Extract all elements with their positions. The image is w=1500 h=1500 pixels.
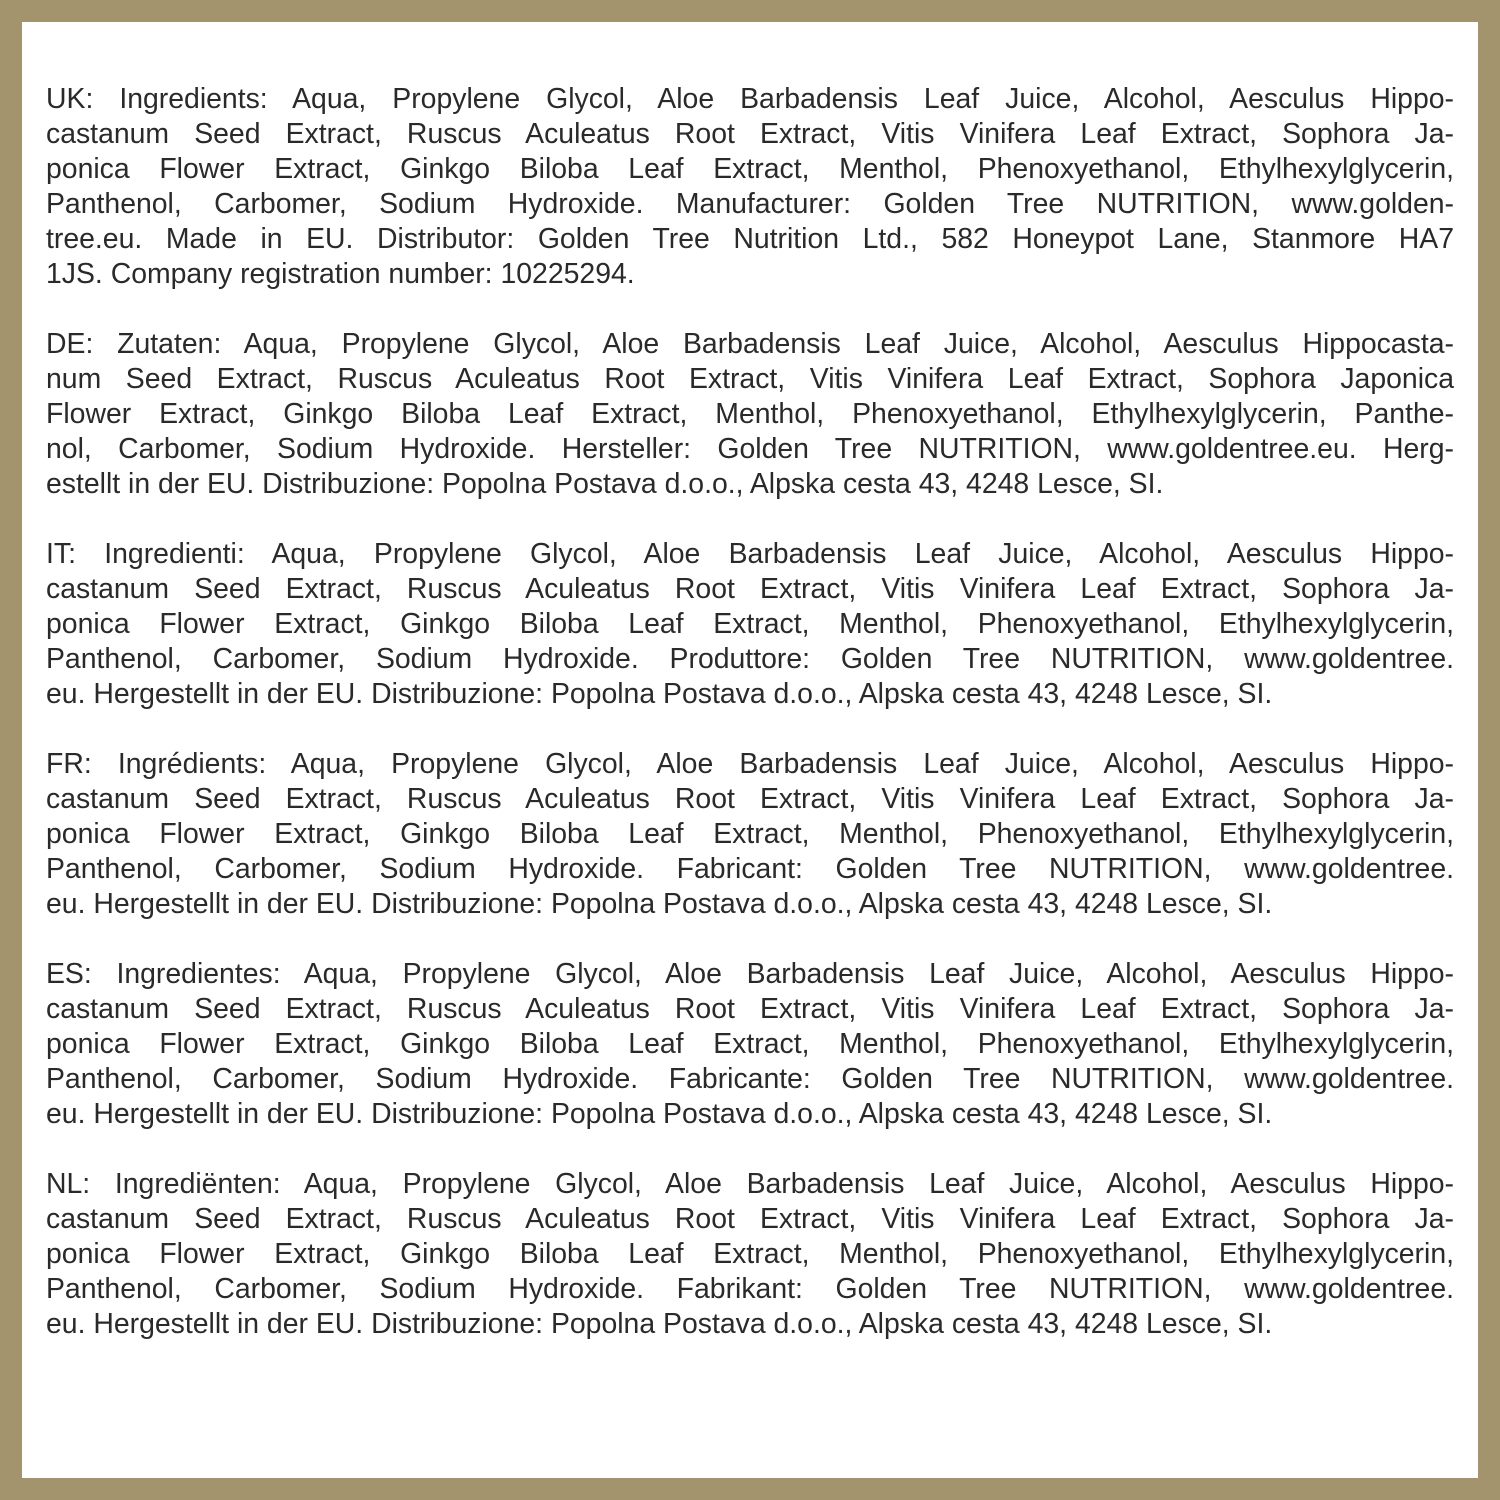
section-de-line: nol, Carbomer, Sodium Hydroxide. Hersteller: Golden Tree NUTRITION, www.goldentree.eu. Herg- <box>46 433 1454 465</box>
section-uk-line: castanum Seed Extract, Ruscus Aculeatus Root Extract, Vitis Vinifera Leaf Extract, Sophora Ja- <box>46 118 1454 150</box>
section-it-line: ponica Flower Extract, Ginkgo Biloba Leaf Extract, Menthol, Phenoxyethanol, Ethylhexylglycerin, <box>46 608 1454 640</box>
section-es-line: eu. Hergestellt in der EU. Distribuzione: Popolna Postava d.o.o., Alpska cesta 43, 4248 Lesce, SI. <box>46 1098 1273 1130</box>
section-uk <box>46 82 1454 292</box>
label-page <box>22 22 1478 1478</box>
section-de-line: num Seed Extract, Ruscus Aculeatus Root Extract, Vitis Vinifera Leaf Extract, Sophora Japonica <box>46 363 1454 395</box>
section-fr-line: castanum Seed Extract, Ruscus Aculeatus Root Extract, Vitis Vinifera Leaf Extract, Sophora Ja- <box>46 783 1454 815</box>
section-nl <box>46 1167 1454 1342</box>
section-uk-line: tree.eu. Made in EU. Distributor: Golden Tree Nutrition Ltd., 582 Honeypot Lane, Stanmore HA7 <box>46 223 1454 255</box>
section-nl-line: castanum Seed Extract, Ruscus Aculeatus Root Extract, Vitis Vinifera Leaf Extract, Sophora Ja- <box>46 1203 1454 1235</box>
section-es-line: Panthenol, Carbomer, Sodium Hydroxide. Fabricante: Golden Tree NUTRITION, www.goldentree. <box>46 1063 1454 1095</box>
section-de-line: estellt in der EU. Distribuzione: Popolna Postava d.o.o., Alpska cesta 43, 4248 Lesce, SI. <box>46 468 1164 500</box>
section-es-line: ES: Ingredientes: Aqua, Propylene Glycol, Aloe Barbadensis Leaf Juice, Alcohol, Aesculus Hippo- <box>46 958 1454 990</box>
section-nl-line: Panthenol, Carbomer, Sodium Hydroxide. Fabrikant: Golden Tree NUTRITION, www.goldentree. <box>46 1273 1454 1305</box>
section-it-line: Panthenol, Carbomer, Sodium Hydroxide. Produttore: Golden Tree NUTRITION, www.goldentree. <box>46 643 1454 675</box>
section-uk-line: UK: Ingredients: Aqua, Propylene Glycol, Aloe Barbadensis Leaf Juice, Alcohol, Aesculus Hippo- <box>46 83 1454 115</box>
section-nl-line: NL: Ingrediënten: Aqua, Propylene Glycol, Aloe Barbadensis Leaf Juice, Alcohol, Aesculus Hippo- <box>46 1168 1454 1200</box>
section-de <box>46 327 1454 502</box>
section-it <box>46 537 1454 712</box>
section-de-line: DE: Zutaten: Aqua, Propylene Glycol, Aloe Barbadensis Leaf Juice, Alcohol, Aesculus Hippocasta- <box>46 328 1454 360</box>
section-es-line: ponica Flower Extract, Ginkgo Biloba Leaf Extract, Menthol, Phenoxyethanol, Ethylhexylglycerin, <box>46 1028 1454 1060</box>
section-fr-line: ponica Flower Extract, Ginkgo Biloba Leaf Extract, Menthol, Phenoxyethanol, Ethylhexylglycerin, <box>46 818 1454 850</box>
section-uk-line: Panthenol, Carbomer, Sodium Hydroxide. Manufacturer: Golden Tree NUTRITION, www.golden- <box>46 188 1454 220</box>
section-it-line: eu. Hergestellt in der EU. Distribuzione: Popolna Postava d.o.o., Alpska cesta 43, 4248 Lesce, SI. <box>46 678 1273 710</box>
section-fr-line: Panthenol, Carbomer, Sodium Hydroxide. Fabricant: Golden Tree NUTRITION, www.goldentree. <box>46 853 1454 885</box>
section-uk-line: ponica Flower Extract, Ginkgo Biloba Leaf Extract, Menthol, Phenoxyethanol, Ethylhexylglycerin, <box>46 153 1454 185</box>
section-nl-line: ponica Flower Extract, Ginkgo Biloba Leaf Extract, Menthol, Phenoxyethanol, Ethylhexylglycerin, <box>46 1238 1454 1270</box>
section-es-line: castanum Seed Extract, Ruscus Aculeatus Root Extract, Vitis Vinifera Leaf Extract, Sophora Ja- <box>46 993 1454 1025</box>
section-nl-line: eu. Hergestellt in der EU. Distribuzione: Popolna Postava d.o.o., Alpska cesta 43, 4248 Lesce, SI. <box>46 1308 1273 1340</box>
section-de-line: Flower Extract, Ginkgo Biloba Leaf Extract, Menthol, Phenoxyethanol, Ethylhexylglycerin, Panthe- <box>46 398 1454 430</box>
section-it-line: IT: Ingredienti: Aqua, Propylene Glycol, Aloe Barbadensis Leaf Juice, Alcohol, Aesculus Hippo- <box>46 538 1454 570</box>
section-fr-line: FR: Ingrédients: Aqua, Propylene Glycol, Aloe Barbadensis Leaf Juice, Alcohol, Aesculus Hippo- <box>46 748 1454 780</box>
section-fr-line: eu. Hergestellt in der EU. Distribuzione: Popolna Postava d.o.o., Alpska cesta 43, 4248 Lesce, SI. <box>46 888 1273 920</box>
section-it-line: castanum Seed Extract, Ruscus Aculeatus Root Extract, Vitis Vinifera Leaf Extract, Sophora Ja- <box>46 573 1454 605</box>
section-es <box>46 957 1454 1132</box>
section-uk-line: 1JS. Company registration number: 10225294. <box>46 258 635 290</box>
section-fr <box>46 747 1454 922</box>
ingredients-text-column <box>46 82 1454 1377</box>
